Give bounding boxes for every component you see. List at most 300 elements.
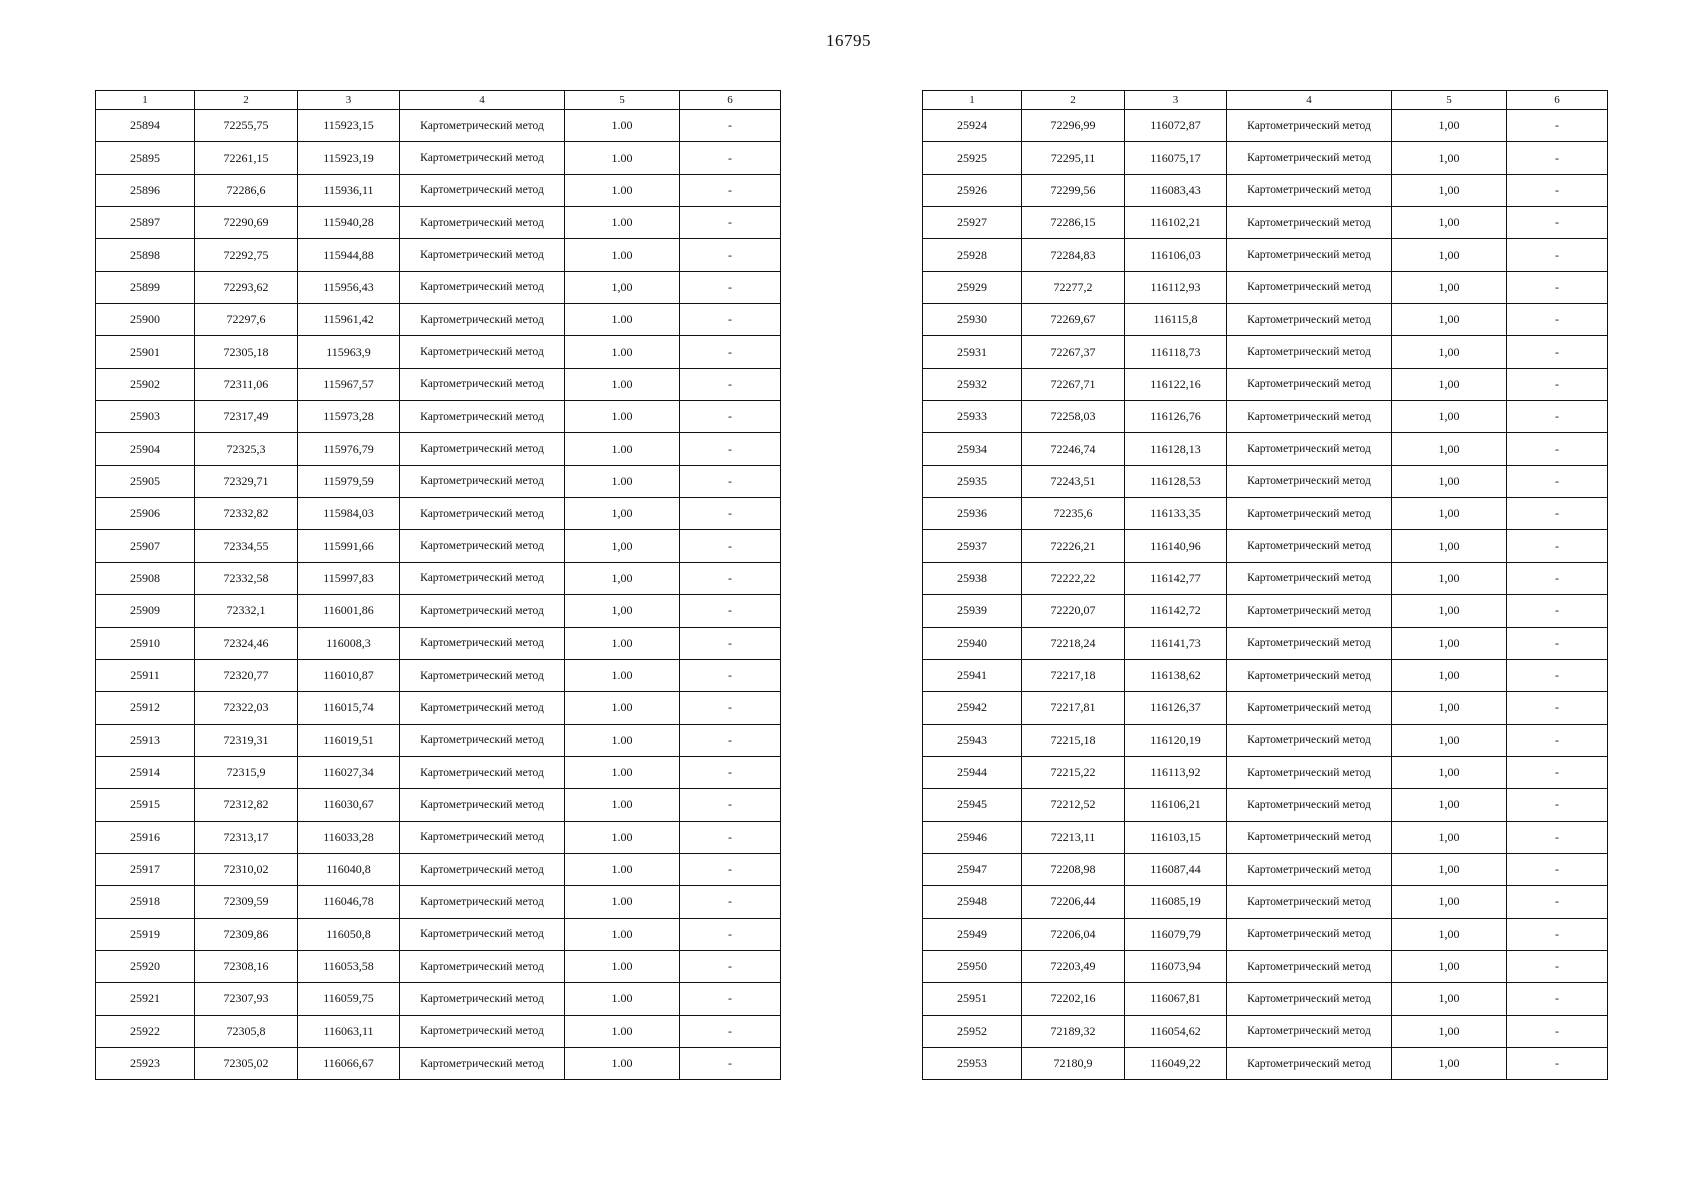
y-coordinate-cell: 115997,83 [298, 562, 400, 594]
column-header-6: 6 [1507, 91, 1608, 110]
y-coordinate-cell: 116128,13 [1125, 433, 1227, 465]
description-cell: - [1507, 498, 1608, 530]
point-number-cell: 25929 [923, 271, 1022, 303]
table-row [96, 724, 781, 756]
point-number-cell: 25919 [96, 918, 195, 950]
table-row [96, 886, 781, 918]
column-header-5: 5 [565, 91, 680, 110]
accuracy-cell: 1,00 [1392, 368, 1507, 400]
method-cell: Картометрический метод [1227, 110, 1392, 142]
accuracy-cell: 1.00 [565, 401, 680, 433]
description-cell: - [680, 110, 781, 142]
x-coordinate-cell: 72297,6 [195, 304, 298, 336]
table-row [96, 821, 781, 853]
accuracy-cell: 1,00 [1392, 498, 1507, 530]
description-cell: - [680, 821, 781, 853]
table-row [923, 1015, 1608, 1047]
x-coordinate-cell: 72305,02 [195, 1047, 298, 1079]
description-cell: - [680, 724, 781, 756]
column-header-2: 2 [1022, 91, 1125, 110]
description-cell: - [680, 368, 781, 400]
method-cell: Картометрический метод [400, 692, 565, 724]
method-cell: Картометрический метод [1227, 336, 1392, 368]
x-coordinate-cell: 72277,2 [1022, 271, 1125, 303]
table-row [96, 627, 781, 659]
accuracy-cell: 1,00 [1392, 659, 1507, 691]
description-cell: - [680, 950, 781, 982]
description-cell: - [680, 465, 781, 497]
point-number-cell: 25902 [96, 368, 195, 400]
x-coordinate-cell: 72261,15 [195, 142, 298, 174]
method-cell: Картометрический метод [400, 853, 565, 885]
x-coordinate-cell: 72293,62 [195, 271, 298, 303]
method-cell: Картометрический метод [400, 1015, 565, 1047]
accuracy-cell: 1,00 [1392, 595, 1507, 627]
y-coordinate-cell: 115940,28 [298, 207, 400, 239]
table-row [923, 433, 1608, 465]
column-header-4: 4 [1227, 91, 1392, 110]
x-coordinate-cell: 72206,04 [1022, 918, 1125, 950]
x-coordinate-cell: 72307,93 [195, 983, 298, 1015]
table-row [96, 498, 781, 530]
table-row [96, 530, 781, 562]
accuracy-cell: 1,00 [1392, 239, 1507, 271]
method-cell: Картометрический метод [400, 142, 565, 174]
description-cell: - [680, 530, 781, 562]
accuracy-cell: 1,00 [1392, 142, 1507, 174]
y-coordinate-cell: 115963,9 [298, 336, 400, 368]
accuracy-cell: 1,00 [565, 595, 680, 627]
method-cell: Картометрический метод [400, 498, 565, 530]
method-cell: Картометрический метод [1227, 530, 1392, 562]
accuracy-cell: 1.00 [565, 918, 680, 950]
method-cell: Картометрический метод [400, 239, 565, 271]
description-cell: - [1507, 983, 1608, 1015]
y-coordinate-cell: 116083,43 [1125, 174, 1227, 206]
table-header-row [96, 91, 781, 110]
x-coordinate-cell: 72218,24 [1022, 627, 1125, 659]
x-coordinate-cell: 72313,17 [195, 821, 298, 853]
x-coordinate-cell: 72202,16 [1022, 983, 1125, 1015]
description-cell: - [680, 789, 781, 821]
y-coordinate-cell: 116142,77 [1125, 562, 1227, 594]
x-coordinate-cell: 72213,11 [1022, 821, 1125, 853]
method-cell: Картометрический метод [1227, 207, 1392, 239]
table-header-row [923, 91, 1608, 110]
x-coordinate-cell: 72315,9 [195, 756, 298, 788]
y-coordinate-cell: 115961,42 [298, 304, 400, 336]
point-number-cell: 25939 [923, 595, 1022, 627]
point-number-cell: 25924 [923, 110, 1022, 142]
method-cell: Картометрический метод [1227, 627, 1392, 659]
point-number-cell: 25912 [96, 692, 195, 724]
x-coordinate-cell: 72217,18 [1022, 659, 1125, 691]
accuracy-cell: 1.00 [565, 207, 680, 239]
description-cell: - [1507, 1047, 1608, 1079]
point-number-cell: 25907 [96, 530, 195, 562]
accuracy-cell: 1,00 [1392, 304, 1507, 336]
y-coordinate-cell: 116063,11 [298, 1015, 400, 1047]
table-row [923, 562, 1608, 594]
description-cell: - [1507, 207, 1608, 239]
method-cell: Картометрический метод [1227, 401, 1392, 433]
description-cell: - [1507, 950, 1608, 982]
method-cell: Картометрический метод [400, 401, 565, 433]
y-coordinate-cell: 116128,53 [1125, 465, 1227, 497]
accuracy-cell: 1.00 [565, 659, 680, 691]
description-cell: - [680, 401, 781, 433]
method-cell: Картометрический метод [400, 1047, 565, 1079]
accuracy-cell: 1,00 [1392, 918, 1507, 950]
table-row [96, 595, 781, 627]
method-cell: Картометрический метод [1227, 789, 1392, 821]
method-cell: Картометрический метод [1227, 950, 1392, 982]
x-coordinate-cell: 72267,37 [1022, 336, 1125, 368]
x-coordinate-cell: 72299,56 [1022, 174, 1125, 206]
description-cell: - [680, 595, 781, 627]
x-coordinate-cell: 72258,03 [1022, 401, 1125, 433]
method-cell: Картометрический метод [1227, 756, 1392, 788]
y-coordinate-cell: 116019,51 [298, 724, 400, 756]
method-cell: Картометрический метод [400, 983, 565, 1015]
method-cell: Картометрический метод [1227, 271, 1392, 303]
table-row [923, 724, 1608, 756]
point-number-cell: 25928 [923, 239, 1022, 271]
accuracy-cell: 1,00 [1392, 174, 1507, 206]
table-row [96, 562, 781, 594]
point-number-cell: 25943 [923, 724, 1022, 756]
x-coordinate-cell: 72325,3 [195, 433, 298, 465]
x-coordinate-cell: 72311,06 [195, 368, 298, 400]
method-cell: Картометрический метод [1227, 724, 1392, 756]
column-header-6: 6 [680, 91, 781, 110]
y-coordinate-cell: 116072,87 [1125, 110, 1227, 142]
accuracy-cell: 1,00 [1392, 627, 1507, 659]
description-cell: - [680, 433, 781, 465]
y-coordinate-cell: 116087,44 [1125, 853, 1227, 885]
point-number-cell: 25942 [923, 692, 1022, 724]
y-coordinate-cell: 116133,35 [1125, 498, 1227, 530]
point-number-cell: 25933 [923, 401, 1022, 433]
description-cell: - [1507, 142, 1608, 174]
accuracy-cell: 1,00 [1392, 1047, 1507, 1079]
point-number-cell: 25953 [923, 1047, 1022, 1079]
x-coordinate-cell: 72332,1 [195, 595, 298, 627]
point-number-cell: 25930 [923, 304, 1022, 336]
point-number-cell: 25948 [923, 886, 1022, 918]
y-coordinate-cell: 116049,22 [1125, 1047, 1227, 1079]
point-number-cell: 25944 [923, 756, 1022, 788]
point-number-cell: 25918 [96, 886, 195, 918]
y-coordinate-cell: 116079,79 [1125, 918, 1227, 950]
point-number-cell: 25917 [96, 853, 195, 885]
x-coordinate-cell: 72312,82 [195, 789, 298, 821]
accuracy-cell: 1.00 [565, 304, 680, 336]
y-coordinate-cell: 116015,74 [298, 692, 400, 724]
method-cell: Картометрический метод [400, 918, 565, 950]
method-cell: Картометрический метод [400, 336, 565, 368]
method-cell: Картометрический метод [400, 821, 565, 853]
x-coordinate-cell: 72329,71 [195, 465, 298, 497]
y-coordinate-cell: 116115,8 [1125, 304, 1227, 336]
y-coordinate-cell: 116075,17 [1125, 142, 1227, 174]
description-cell: - [1507, 368, 1608, 400]
method-cell: Картометрический метод [1227, 142, 1392, 174]
description-cell: - [1507, 401, 1608, 433]
method-cell: Картометрический метод [1227, 1047, 1392, 1079]
point-number-cell: 25911 [96, 659, 195, 691]
point-number-cell: 25910 [96, 627, 195, 659]
accuracy-cell: 1.00 [565, 789, 680, 821]
x-coordinate-cell: 72189,32 [1022, 1015, 1125, 1047]
accuracy-cell: 1.00 [565, 142, 680, 174]
description-cell: - [680, 853, 781, 885]
method-cell: Картометрический метод [400, 465, 565, 497]
table-row [923, 271, 1608, 303]
point-number-cell: 25926 [923, 174, 1022, 206]
coordinates-table-right [922, 90, 1608, 1080]
y-coordinate-cell: 115973,28 [298, 401, 400, 433]
x-coordinate-cell: 72220,07 [1022, 595, 1125, 627]
x-coordinate-cell: 72322,03 [195, 692, 298, 724]
method-cell: Картометрический метод [400, 530, 565, 562]
column-header-3: 3 [298, 91, 400, 110]
table-row [96, 853, 781, 885]
accuracy-cell: 1.00 [565, 950, 680, 982]
point-number-cell: 25900 [96, 304, 195, 336]
method-cell: Картометрический метод [400, 659, 565, 691]
y-coordinate-cell: 116085,19 [1125, 886, 1227, 918]
table-row [923, 368, 1608, 400]
x-coordinate-cell: 72217,81 [1022, 692, 1125, 724]
description-cell: - [680, 304, 781, 336]
description-cell: - [1507, 789, 1608, 821]
point-number-cell: 25914 [96, 756, 195, 788]
table-row [96, 692, 781, 724]
table-row [96, 789, 781, 821]
y-coordinate-cell: 116008,3 [298, 627, 400, 659]
y-coordinate-cell: 115976,79 [298, 433, 400, 465]
table-row [96, 433, 781, 465]
table-row [923, 498, 1608, 530]
description-cell: - [680, 659, 781, 691]
y-coordinate-cell: 115944,88 [298, 239, 400, 271]
table-row [96, 1047, 781, 1079]
point-number-cell: 25922 [96, 1015, 195, 1047]
y-coordinate-cell: 116103,15 [1125, 821, 1227, 853]
y-coordinate-cell: 116126,37 [1125, 692, 1227, 724]
point-number-cell: 25951 [923, 983, 1022, 1015]
x-coordinate-cell: 72203,49 [1022, 950, 1125, 982]
point-number-cell: 25931 [923, 336, 1022, 368]
x-coordinate-cell: 72286,15 [1022, 207, 1125, 239]
x-coordinate-cell: 72305,18 [195, 336, 298, 368]
method-cell: Картометрический метод [1227, 433, 1392, 465]
table-row [923, 304, 1608, 336]
x-coordinate-cell: 72235,6 [1022, 498, 1125, 530]
y-coordinate-cell: 115923,19 [298, 142, 400, 174]
description-cell: - [680, 1015, 781, 1047]
point-number-cell: 25913 [96, 724, 195, 756]
accuracy-cell: 1.00 [565, 368, 680, 400]
point-number-cell: 25947 [923, 853, 1022, 885]
y-coordinate-cell: 116073,94 [1125, 950, 1227, 982]
point-number-cell: 25932 [923, 368, 1022, 400]
description-cell: - [680, 918, 781, 950]
table-row [923, 821, 1608, 853]
description-cell: - [680, 1047, 781, 1079]
point-number-cell: 25941 [923, 659, 1022, 691]
method-cell: Картометрический метод [1227, 886, 1392, 918]
method-cell: Картометрический метод [1227, 174, 1392, 206]
method-cell: Картометрический метод [400, 950, 565, 982]
table-row [923, 789, 1608, 821]
y-coordinate-cell: 116142,72 [1125, 595, 1227, 627]
y-coordinate-cell: 116010,87 [298, 659, 400, 691]
table-row [96, 110, 781, 142]
method-cell: Картометрический метод [1227, 692, 1392, 724]
description-cell: - [680, 207, 781, 239]
description-cell: - [1507, 271, 1608, 303]
y-coordinate-cell: 116067,81 [1125, 983, 1227, 1015]
method-cell: Картометрический метод [1227, 821, 1392, 853]
x-coordinate-cell: 72296,99 [1022, 110, 1125, 142]
y-coordinate-cell: 116053,58 [298, 950, 400, 982]
x-coordinate-cell: 72332,82 [195, 498, 298, 530]
table-row [923, 239, 1608, 271]
table-row [923, 595, 1608, 627]
x-coordinate-cell: 72309,59 [195, 886, 298, 918]
point-number-cell: 25916 [96, 821, 195, 853]
column-header-1: 1 [923, 91, 1022, 110]
table-row [923, 853, 1608, 885]
point-number-cell: 25898 [96, 239, 195, 271]
x-coordinate-cell: 72215,18 [1022, 724, 1125, 756]
description-cell: - [1507, 239, 1608, 271]
description-cell: - [680, 336, 781, 368]
table-row [923, 530, 1608, 562]
description-cell: - [680, 627, 781, 659]
accuracy-cell: 1,00 [1392, 789, 1507, 821]
description-cell: - [1507, 562, 1608, 594]
table-row [923, 627, 1608, 659]
table-row [923, 207, 1608, 239]
accuracy-cell: 1,00 [1392, 433, 1507, 465]
accuracy-cell: 1.00 [565, 1015, 680, 1047]
method-cell: Картометрический метод [1227, 368, 1392, 400]
description-cell: - [1507, 918, 1608, 950]
y-coordinate-cell: 115991,66 [298, 530, 400, 562]
description-cell: - [1507, 659, 1608, 691]
accuracy-cell: 1,00 [1392, 756, 1507, 788]
x-coordinate-cell: 72310,02 [195, 853, 298, 885]
description-cell: - [1507, 110, 1608, 142]
point-number-cell: 25949 [923, 918, 1022, 950]
table-row [96, 756, 781, 788]
point-number-cell: 25935 [923, 465, 1022, 497]
method-cell: Картометрический метод [1227, 562, 1392, 594]
method-cell: Картометрический метод [1227, 304, 1392, 336]
accuracy-cell: 1.00 [565, 433, 680, 465]
accuracy-cell: 1,00 [1392, 401, 1507, 433]
accuracy-cell: 1,00 [1392, 692, 1507, 724]
y-coordinate-cell: 116066,67 [298, 1047, 400, 1079]
method-cell: Картометрический метод [400, 789, 565, 821]
accuracy-cell: 1,00 [1392, 853, 1507, 885]
y-coordinate-cell: 116059,75 [298, 983, 400, 1015]
coordinates-table-left [95, 90, 781, 1080]
y-coordinate-cell: 116120,19 [1125, 724, 1227, 756]
description-cell: - [1507, 433, 1608, 465]
method-cell: Картометрический метод [1227, 465, 1392, 497]
table-row [96, 1015, 781, 1047]
accuracy-cell: 1.00 [565, 886, 680, 918]
accuracy-cell: 1,00 [1392, 821, 1507, 853]
description-cell: - [1507, 530, 1608, 562]
y-coordinate-cell: 116113,92 [1125, 756, 1227, 788]
point-number-cell: 25950 [923, 950, 1022, 982]
method-cell: Картометрический метод [400, 886, 565, 918]
point-number-cell: 25905 [96, 465, 195, 497]
accuracy-cell: 1.00 [565, 174, 680, 206]
table-row [96, 401, 781, 433]
y-coordinate-cell: 116122,16 [1125, 368, 1227, 400]
description-cell: - [680, 562, 781, 594]
accuracy-cell: 1.00 [565, 756, 680, 788]
x-coordinate-cell: 72269,67 [1022, 304, 1125, 336]
point-number-cell: 25936 [923, 498, 1022, 530]
table-row [96, 983, 781, 1015]
point-number-cell: 25897 [96, 207, 195, 239]
table-row [923, 142, 1608, 174]
point-number-cell: 25923 [96, 1047, 195, 1079]
x-coordinate-cell: 72215,22 [1022, 756, 1125, 788]
table-row [96, 336, 781, 368]
description-cell: - [680, 239, 781, 271]
accuracy-cell: 1,00 [1392, 886, 1507, 918]
point-number-cell: 25927 [923, 207, 1022, 239]
table-row [923, 174, 1608, 206]
x-coordinate-cell: 72292,75 [195, 239, 298, 271]
x-coordinate-cell: 72206,44 [1022, 886, 1125, 918]
method-cell: Картометрический метод [400, 627, 565, 659]
point-number-cell: 25903 [96, 401, 195, 433]
page-number: 16795 [826, 31, 871, 50]
method-cell: Картометрический метод [1227, 595, 1392, 627]
table-row [96, 659, 781, 691]
y-coordinate-cell: 116046,78 [298, 886, 400, 918]
accuracy-cell: 1,00 [565, 498, 680, 530]
description-cell: - [680, 142, 781, 174]
table-row [96, 239, 781, 271]
y-coordinate-cell: 116033,28 [298, 821, 400, 853]
y-coordinate-cell: 116027,34 [298, 756, 400, 788]
accuracy-cell: 1,00 [565, 530, 680, 562]
method-cell: Картометрический метод [400, 271, 565, 303]
column-header-4: 4 [400, 91, 565, 110]
y-coordinate-cell: 116112,93 [1125, 271, 1227, 303]
table-row [923, 401, 1608, 433]
x-coordinate-cell: 72305,8 [195, 1015, 298, 1047]
x-coordinate-cell: 72319,31 [195, 724, 298, 756]
point-number-cell: 25906 [96, 498, 195, 530]
x-coordinate-cell: 72267,71 [1022, 368, 1125, 400]
x-coordinate-cell: 72286,6 [195, 174, 298, 206]
accuracy-cell: 1,00 [1392, 465, 1507, 497]
table-row [96, 271, 781, 303]
point-number-cell: 25899 [96, 271, 195, 303]
y-coordinate-cell: 115967,57 [298, 368, 400, 400]
